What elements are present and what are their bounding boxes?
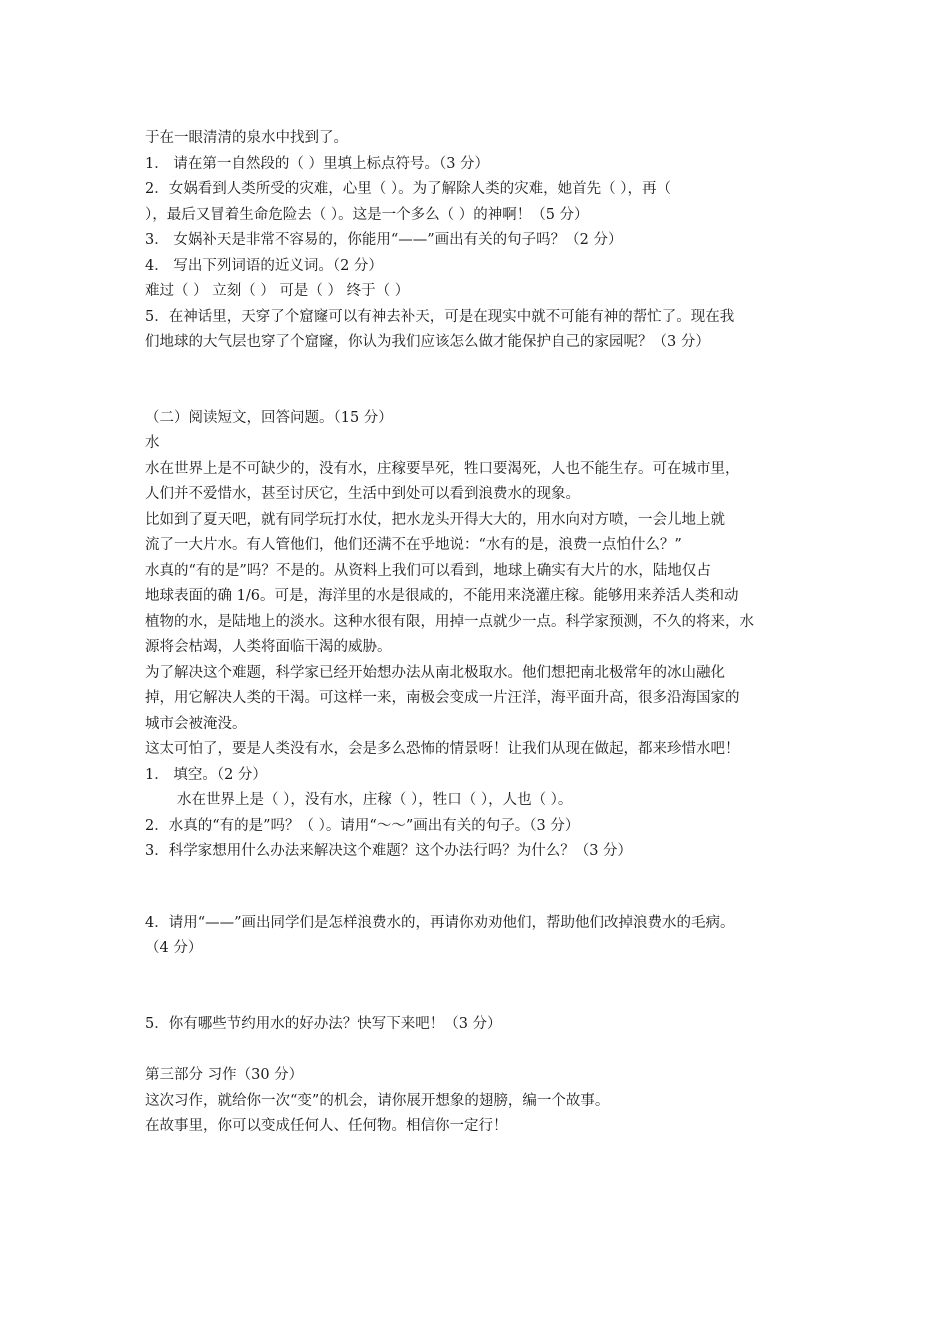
section-reading: [145, 406, 815, 865]
passage-line: 植物的水，是陆地上的淡水。这种水很有限，用掉一点就少一点。科学家预测，不久的将来，水: [145, 613, 754, 630]
exam-page: [145, 126, 815, 1140]
reading-question-4-score: （4 分）: [145, 940, 203, 956]
section-heading: （二）阅读短文，回答问题。（15 分）: [145, 409, 393, 426]
reading-question-5: 5．你有哪些节约用水的好办法？快写下来吧！（3 分）: [145, 1015, 502, 1032]
question-3: 3． 女娲补天是非常不容易的，你能用“——”画出有关的句子吗？（2 分）: [145, 232, 623, 248]
question-5-cont: 们地球的大气层也穿了个窟窿，你认为我们应该怎么做才能保护自己的家园呢？（3 分）: [145, 334, 710, 350]
passage-line: 这太可怕了，要是人类没有水，会是多么恐怖的情景呀！让我们从现在做起，都来珍惜水吧！: [145, 741, 740, 757]
composition-instruction: 在故事里，你可以变成任何人、任何物。相信你一定行！: [145, 1118, 508, 1134]
reading-question-1: 1． 填空。（2 分）: [145, 766, 267, 783]
question-2-cont: ），最后又冒着生命危险去（ ）。这是一个多么（ ）的神啊！（5 分）: [145, 206, 589, 223]
text-line: 于在一眼清清的泉水中找到了。: [145, 130, 348, 146]
question-4-words: 难过（ ） 立刻（ ） 可是（ ） 终于（ ）: [145, 283, 410, 299]
reading-question-4: 4．请用“——”画出同学们是怎样浪费水的，再请你劝劝他们，帮助他们改掉浪费水的毛病。: [145, 914, 735, 931]
section-part1-questions: [145, 126, 815, 356]
reading-question-3: 3．科学家想用什么办法来解决这个难题？这个办法行吗？为什么？（3 分）: [145, 843, 633, 859]
section-composition: [145, 1063, 815, 1140]
reading-question-4-block: [145, 911, 815, 962]
question-2: 2．女娲看到人类所受的灾难，心里（ ）。为了解除人类的灾难，她首先（ ），再（: [145, 181, 671, 197]
passage-line: 比如到了夏天吧，就有同学玩打水仗，把水龙头开得大大的，用水向对方喷，一会儿地上就: [145, 511, 725, 528]
passage-line: 为了解决这个难题，科学家已经开始想办法从南北极取水。他们想把南北极常年的冰山融化: [145, 664, 725, 681]
passage-line: 地球表面的确 1/6。可是，海洋里的水是很咸的，不能用来浇灌庄稼。能够用来养活人类和动: [145, 588, 739, 604]
passage-line: 城市会被淹没。: [145, 715, 247, 732]
passage-title: 水: [145, 435, 160, 451]
reading-question-1-fill: 水在世界上是（ ），没有水，庄稼（ ），牲口（ ），人也（ ）。: [177, 792, 573, 808]
passage-line: 流了一大片水。有人管他们，他们还满不在乎地说：“水有的是，浪费一点怕什么？”: [145, 537, 682, 553]
question-4: 4． 写出下列词语的近义词。（2 分）: [145, 257, 383, 274]
question-5: 5．在神话里，天穿了个窟窿可以有神去补天，可是在现实中就不可能有神的帮忙了。现在我: [145, 308, 735, 325]
passage-line: 水在世界上是不可缺少的，没有水，庄稼要旱死，牲口要渴死，人也不能生存。可在城市里，: [145, 460, 740, 477]
composition-instruction: 这次习作，就给你一次“变”的机会，请你展开想象的翅膀，编一个故事。: [145, 1092, 610, 1109]
passage-line: 水真的“有的是”吗？不是的。从资料上我们可以看到，地球上确实有大片的水，陆地仅占: [145, 562, 711, 579]
question-1: 1． 请在第一自然段的（ ）里填上标点符号。（3 分）: [145, 155, 490, 172]
passage-line: 源将会枯竭，人类将面临干渴的威胁。: [145, 639, 392, 655]
passage-line: 人们并不爱惜水，甚至讨厌它，生活中到处可以看到浪费水的现象。: [145, 486, 580, 502]
composition-heading: 第三部分 习作（30 分）: [145, 1067, 304, 1083]
passage-line: 掉，用它解决人类的干渴。可这样一来，南极会变成一片汪洋，海平面升高，很多沿海国家的: [145, 690, 740, 706]
reading-question-2: 2．水真的“有的是”吗？（ ）。请用“～～”画出有关的句子。（3 分）: [145, 817, 580, 834]
